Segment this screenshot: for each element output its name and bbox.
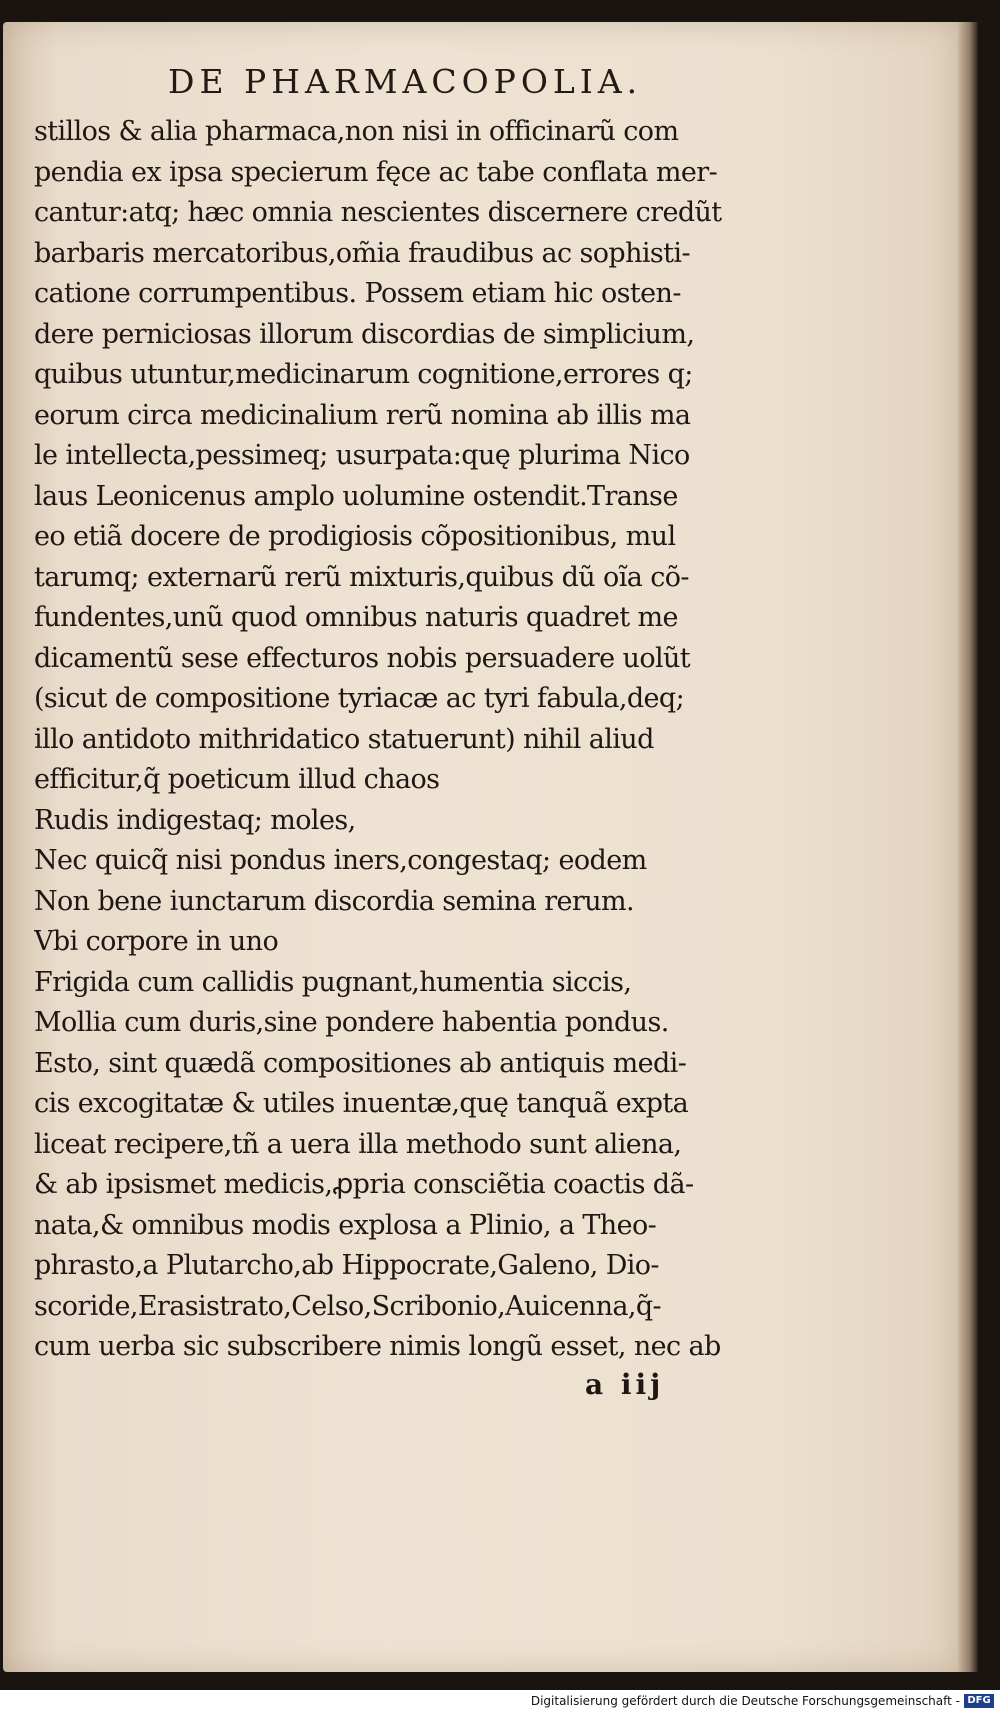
text-line: cis excogitatæ & utiles inuentæ,quę tanquã expta: [34, 1088, 689, 1119]
text-line: nata,& omnibus modis explosa a Plinio, a Theo-: [34, 1209, 657, 1241]
text-line: eo etiã docere de prodigiosis cõpositionibus, mul: [34, 521, 676, 552]
text-line: pendia ex ipsa specierum fęce ac tabe conflata mer-: [34, 156, 718, 188]
funding-credit: Digitalisierung gefördert durch die Deutsche Forschungsgemeinschaft -: [530, 1694, 960, 1708]
dfg-logo: DFG: [964, 1694, 994, 1708]
text-line: stillos & alia pharmaca,non nisi in officinarũ com: [34, 116, 679, 147]
text-line: illo antidoto mithridatico statuerunt) nihil aliud: [34, 723, 654, 755]
text-line: Esto, sint quædã compositiones ab antiquis medi-: [34, 1047, 687, 1079]
text-line: barbaris mercatoribus,om̃ia fraudibus ac sophisti-: [34, 237, 690, 269]
text-line: catione corrumpentibus. Possem etiam hic osten-: [34, 278, 681, 309]
text-line: Nec quicq̃ nisi pondus iners,congestaq; eodem: [34, 845, 647, 876]
text-line: dere perniciosas illorum discordias de simplicium,: [34, 318, 695, 350]
signature-mark: a iij: [585, 1368, 665, 1401]
text-line: efficitur,q̃ poeticum illud chaos: [34, 764, 440, 795]
text-line: quibus utuntur,medicinarum cognitione,errores q;: [34, 359, 693, 390]
text-line: laus Leonicenus amplo uolumine ostendit.Transe: [34, 480, 678, 512]
text-line: scoride,Erasistrato,Celso,Scribonio,Auicenna,q̃-: [34, 1290, 662, 1322]
text-line: Vbi corpore in uno: [34, 926, 279, 957]
running-head: DE PHARMACOPOLIA.: [168, 62, 643, 101]
text-line: & ab ipsismet medicis,ꝓpria consciẽtia coactis dã-: [34, 1169, 694, 1200]
text-line: le intellecta,pessimeq; usurpata:quę plurima Nico: [34, 440, 690, 471]
text-line: cum uerba sic subscribere nimis longũ esset, nec ab: [34, 1331, 721, 1362]
page-edge: [958, 22, 978, 1672]
text-line: fundentes,unũ quod omnibus naturis quadret me: [34, 602, 678, 633]
text-line: dicamentũ sese effecturos nobis persuadere uolũt: [34, 642, 691, 674]
text-line: Rudis indigestaq; moles,: [34, 804, 356, 836]
text-line: Non bene iunctarum discordia semina rerum.: [34, 885, 634, 917]
text-line: liceat recipere,tñ a uera illa methodo sunt aliena,: [34, 1128, 682, 1160]
text-line: Mollia cum duris,sine pondere habentia pondus.: [34, 1007, 669, 1038]
text-line: phrasto,a Plutarcho,ab Hippocrate,Galeno, Dio-: [34, 1250, 659, 1281]
text-line: Frigida cum callidis pugnant,humentia siccis,: [34, 966, 632, 998]
body-text: [34, 112, 794, 1368]
text-line: eorum circa medicinalium rerũ nomina ab illis ma: [34, 399, 691, 431]
text-line: cantur:atq; hæc omnia nescientes discernere credũt: [34, 197, 722, 228]
text-line: (sicut de compositione tyriacæ ac tyri fabula,deq;: [34, 683, 685, 714]
text-line: tarumq; externarũ rerũ mixturis,quibus dũ oĩa cõ-: [34, 561, 689, 593]
